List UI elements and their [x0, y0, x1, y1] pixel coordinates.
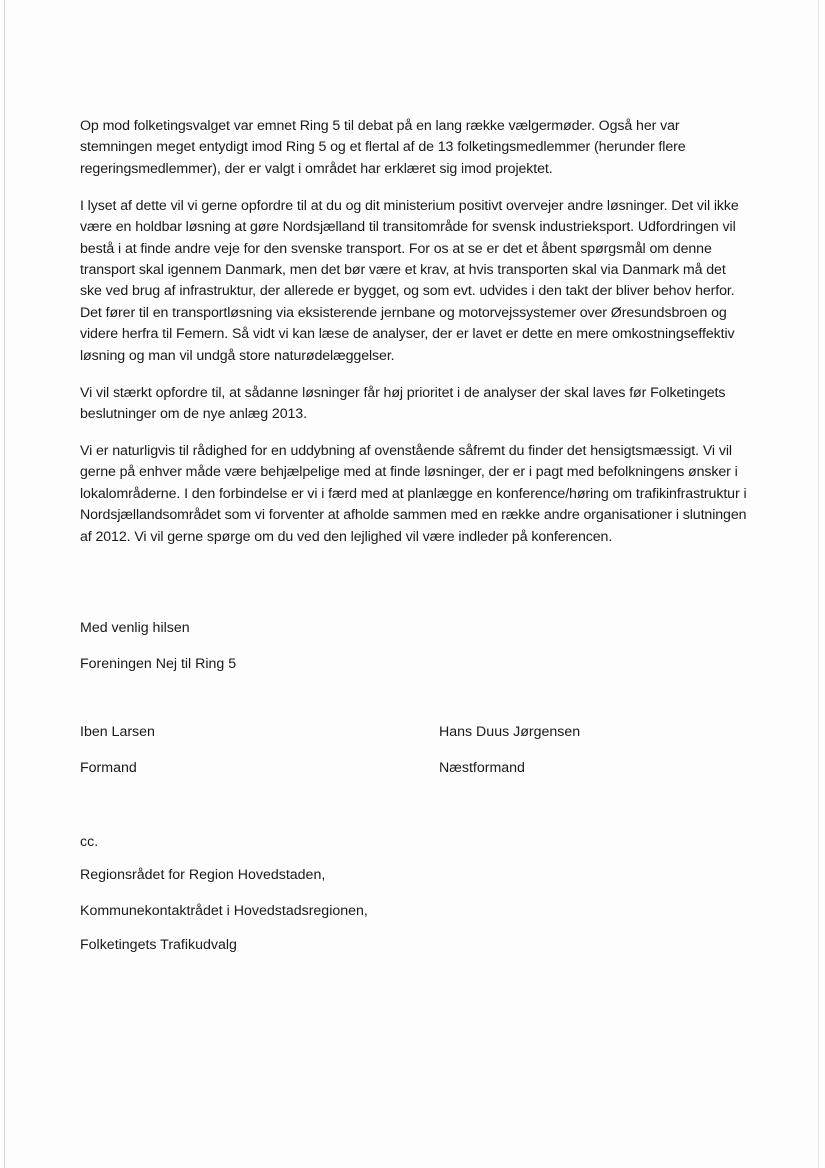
- paragraph-4: Vi er naturligvis til rådighed for en uddybning af ovenstående såfremt du finder det hensigtsmæssigt. Vi vil gerne på enhver måde være behjælpelige med at finde løsninger, der er i pagt med befolkningens ønsker i lokalområderne. I den forbindelse er vi i færd med at planlægge en konference/høring om trafikinfrastruktur i Nordsjællandsområdet som vi forventer at afholde sammen med en række andre organisationer i slutningen af 2012. Vi vil gerne spørge om du ved den lejlighed vil være indleder på konferencen.: [80, 443, 747, 545]
- scan-edge-right: [818, 0, 819, 1168]
- scan-edge-left: [4, 0, 5, 1168]
- cc-recipient-2: Kommunekontaktrådet i Hovedstadsregionen,: [80, 903, 368, 919]
- signatory-1-role: Formand: [80, 760, 137, 776]
- cc-label: cc.: [80, 834, 99, 850]
- closing-salutation: Med venlig hilsen: [80, 620, 190, 636]
- paragraph-2: I lyset af dette vil vi gerne opfordre til at du og dit ministerium positivt overvejer andre løsninger. Det vil ikke være en holdbar løsning at gøre Nordsjælland til transitområde for svensk industrieksport. Udfordringen vil bestå i at finde andre veje for den svenske transport. For os at se er det et åbent spørgsmål om denne transport skal igennem Danmark, men det bør være et krav, at hvis transporten skal via Danmark må det ske ved brug af infrastruktur, der allerede er bygget, og som evt. udvides i den takt der bliver behov herfor. Det fører til en transportløsning via eksisterende jernbane og motorvejssystemer over Øresundsbroen og videre herfra til Femern. Så vidt vi kan læse de analyser, der er lavet er dette en mere omkostningseffektiv løsning og man vil undgå store naturødelæggelser.: [80, 197, 739, 364]
- cc-recipient-3: Folketingets Trafikudvalg: [80, 937, 237, 953]
- paragraph-3: Vi vil stærkt opfordre til, at sådanne løsninger får høj prioritet i de analyser der skal laves før Folketingets beslutninger om de nye anlæg 2013.: [80, 384, 726, 423]
- letter-body: [80, 116, 748, 564]
- paragraph-1: Op mod folketingsvalget var emnet Ring 5 til debat på en lang række vælgermøder. Også her var stemningen meget entydigt imod Ring 5 og et flertal af de 13 folketingsmedlemmer (herunder flere regeringsmedlemmer), der er valgt i området har erklæret sig imod projektet.: [80, 118, 686, 177]
- signatory-1-name: Iben Larsen: [80, 724, 155, 740]
- signatory-2-role: Næstformand: [439, 760, 525, 776]
- organization-name: Foreningen Nej til Ring 5: [80, 656, 237, 672]
- cc-recipient-1: Regionsrådet for Region Hovedstaden,: [80, 867, 326, 883]
- signatory-2-name: Hans Duus Jørgensen: [439, 724, 581, 740]
